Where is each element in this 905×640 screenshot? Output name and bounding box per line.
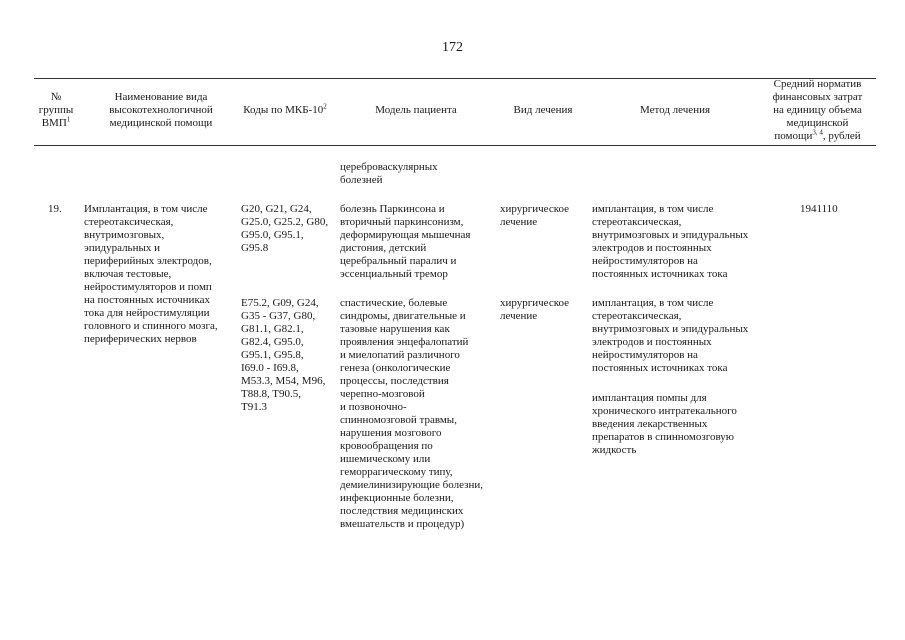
- text-line: инфекционные болезни,: [340, 492, 454, 504]
- text-line: G35 - G37, G80,: [241, 310, 316, 322]
- subrow-1-method: [592, 203, 748, 281]
- text-line: T91.3: [241, 401, 267, 413]
- text-line: головного и спинного мозга,: [84, 320, 218, 332]
- text-line: деформирующая мышечная: [340, 229, 471, 241]
- text-line: нейростимуляторов на: [592, 349, 698, 361]
- header-icd-codes: [236, 104, 334, 117]
- header-text: №: [50, 91, 62, 103]
- text-line: нейростимуляторов на: [592, 255, 698, 267]
- text-line: E75.2, G09, G24,: [241, 297, 319, 309]
- header-text: медицинской помощи: [109, 117, 213, 129]
- row-care-name: [84, 203, 239, 346]
- header-patient-model: Модель пациента: [375, 104, 457, 116]
- text-line: жидкость: [592, 444, 637, 456]
- text-line: G82.4, G95.0,: [241, 336, 304, 348]
- header-cost-norm: [760, 78, 875, 143]
- text-line: спастические, болевые: [340, 297, 448, 309]
- footnote-ref: 1: [66, 115, 71, 124]
- header-text: финансовых затрат: [772, 91, 863, 103]
- header-top-border: [34, 78, 876, 79]
- footnote-ref: 2: [323, 102, 327, 111]
- text-line: стереотаксическая,: [84, 216, 174, 228]
- text-line: лечение: [500, 310, 538, 322]
- header-text: группы: [38, 104, 74, 116]
- text-line: болезней: [340, 174, 383, 186]
- header-text: Коды по МКБ-10: [243, 104, 324, 116]
- text-line: геморрагическому типу,: [340, 466, 453, 478]
- subrow-1-treatment: [500, 203, 569, 229]
- text-line: постоянных источниках тока: [592, 268, 728, 280]
- text-line: ишемическому или: [340, 453, 431, 465]
- text-line: лечение: [500, 216, 538, 228]
- header-treatment-type: Вид лечения: [513, 104, 573, 116]
- text-line: болезнь Паркинсона и: [340, 203, 445, 215]
- text-line: синдромы, двигательные и: [340, 310, 466, 322]
- text-line: имплантация, в том числе: [592, 297, 714, 309]
- header-text: на единицу объема: [773, 104, 862, 116]
- header-bottom-border: [34, 145, 876, 146]
- header-text: Средний норматив: [773, 78, 862, 90]
- text-line: G81.1, G82.1,: [241, 323, 304, 335]
- text-line: периферийных электродов,: [84, 255, 212, 267]
- text-line: стереотаксическая,: [592, 216, 682, 228]
- text-line: хирургическое: [500, 203, 570, 215]
- row-cost: 1941110: [800, 203, 838, 215]
- text-line: вторичный паркинсонизм,: [340, 216, 464, 228]
- subrow-1-model: [340, 203, 470, 281]
- text-line: цереброваскулярных: [340, 161, 438, 173]
- footnote-ref: 3, 4: [812, 128, 823, 137]
- header-text: высокотехнологичной: [109, 104, 213, 116]
- text-line: черепно-мозговой: [340, 388, 425, 400]
- text-line: G95.1, G95.8,: [241, 349, 304, 361]
- text-line: внутримозговых и эпидуральных: [592, 323, 749, 335]
- text-line: вмешательств и процедур): [340, 518, 465, 530]
- text-line: тазовые нарушения как: [340, 323, 450, 335]
- text-line: Имплантация, в том числе: [84, 203, 208, 215]
- text-line: I69.0 - I69.8,: [241, 362, 299, 374]
- subrow-2-method-2: [592, 392, 737, 457]
- text-line: эссенциальный тремор: [340, 268, 448, 280]
- text-line: кровообращения по: [340, 440, 433, 452]
- header-treatment-method: Метод лечения: [639, 104, 711, 116]
- text-line: тока для нейростимуляции: [84, 307, 210, 319]
- text-line: M53.3, M54, M96,: [241, 375, 326, 387]
- text-line: нарушения мозгового: [340, 427, 442, 439]
- text-line: имплантация помпы для: [592, 392, 707, 404]
- text-line: дистония, детский: [340, 242, 427, 254]
- text-line: на постоянных источниках: [84, 294, 211, 306]
- text-line: проявления энцефалопатий: [340, 336, 469, 348]
- text-line: генеза (онкологические: [340, 362, 451, 374]
- subrow-2-model: [340, 297, 483, 531]
- text-line: периферических нервов: [84, 333, 197, 345]
- text-line: спинномозговой травмы,: [340, 414, 457, 426]
- header-text: медицинской: [786, 117, 849, 129]
- text-line: процессы, последствия: [340, 375, 449, 387]
- text-line: имплантация, в том числе: [592, 203, 714, 215]
- text-line: внутримозговых,: [84, 229, 165, 241]
- text-line: препаратов в спинномозговую: [592, 431, 734, 443]
- text-line: включая тестовые,: [84, 268, 172, 280]
- text-line: хронического интратекального: [592, 405, 737, 417]
- header-text: [34, 117, 78, 130]
- row-number: 19.: [48, 203, 62, 215]
- text-line: стереотаксическая,: [592, 310, 682, 322]
- text-line: внутримозговых и эпидуральных: [592, 229, 749, 241]
- text-line: эпидуральных и: [84, 242, 160, 254]
- text-line: церебральный паралич и: [340, 255, 457, 267]
- text-line: демиелинизирующие болезни,: [340, 479, 483, 491]
- header-care-type: [86, 91, 236, 130]
- text-line: и позвоночно-: [340, 401, 407, 413]
- page-number: 172: [442, 40, 463, 55]
- text-line: постоянных источниках тока: [592, 362, 728, 374]
- text-line: T88.8, T90.5,: [241, 388, 301, 400]
- subrow-1-codes: [241, 203, 328, 255]
- text-line: электродов и постоянных: [592, 242, 712, 254]
- text-line: хирургическое: [500, 297, 570, 309]
- text-line: G95.8: [241, 242, 269, 254]
- header-text: , рублей: [822, 130, 861, 142]
- text-line: введения лекарственных: [592, 418, 708, 430]
- text-line: G95.0, G95.1,: [241, 229, 304, 241]
- header-text: помощи: [774, 130, 813, 142]
- header-group-number: [34, 91, 78, 130]
- header-text: Наименование вида: [114, 91, 208, 103]
- text-line: и миелопатий различного: [340, 349, 460, 361]
- text-line: электродов и постоянных: [592, 336, 712, 348]
- subrow-2-method: [592, 297, 748, 375]
- text-line: G25.0, G25.2, G80,: [241, 216, 329, 228]
- text-line: последствия медицинских: [340, 505, 464, 517]
- subrow-2-treatment: [500, 297, 569, 323]
- subrow-2-codes: [241, 297, 325, 414]
- header-text: [760, 130, 875, 143]
- continuation-text: [340, 161, 438, 187]
- header-text: ВМП: [41, 117, 67, 129]
- text-line: G20, G21, G24,: [241, 203, 312, 215]
- text-line: нейростимуляторов и помп: [84, 281, 212, 293]
